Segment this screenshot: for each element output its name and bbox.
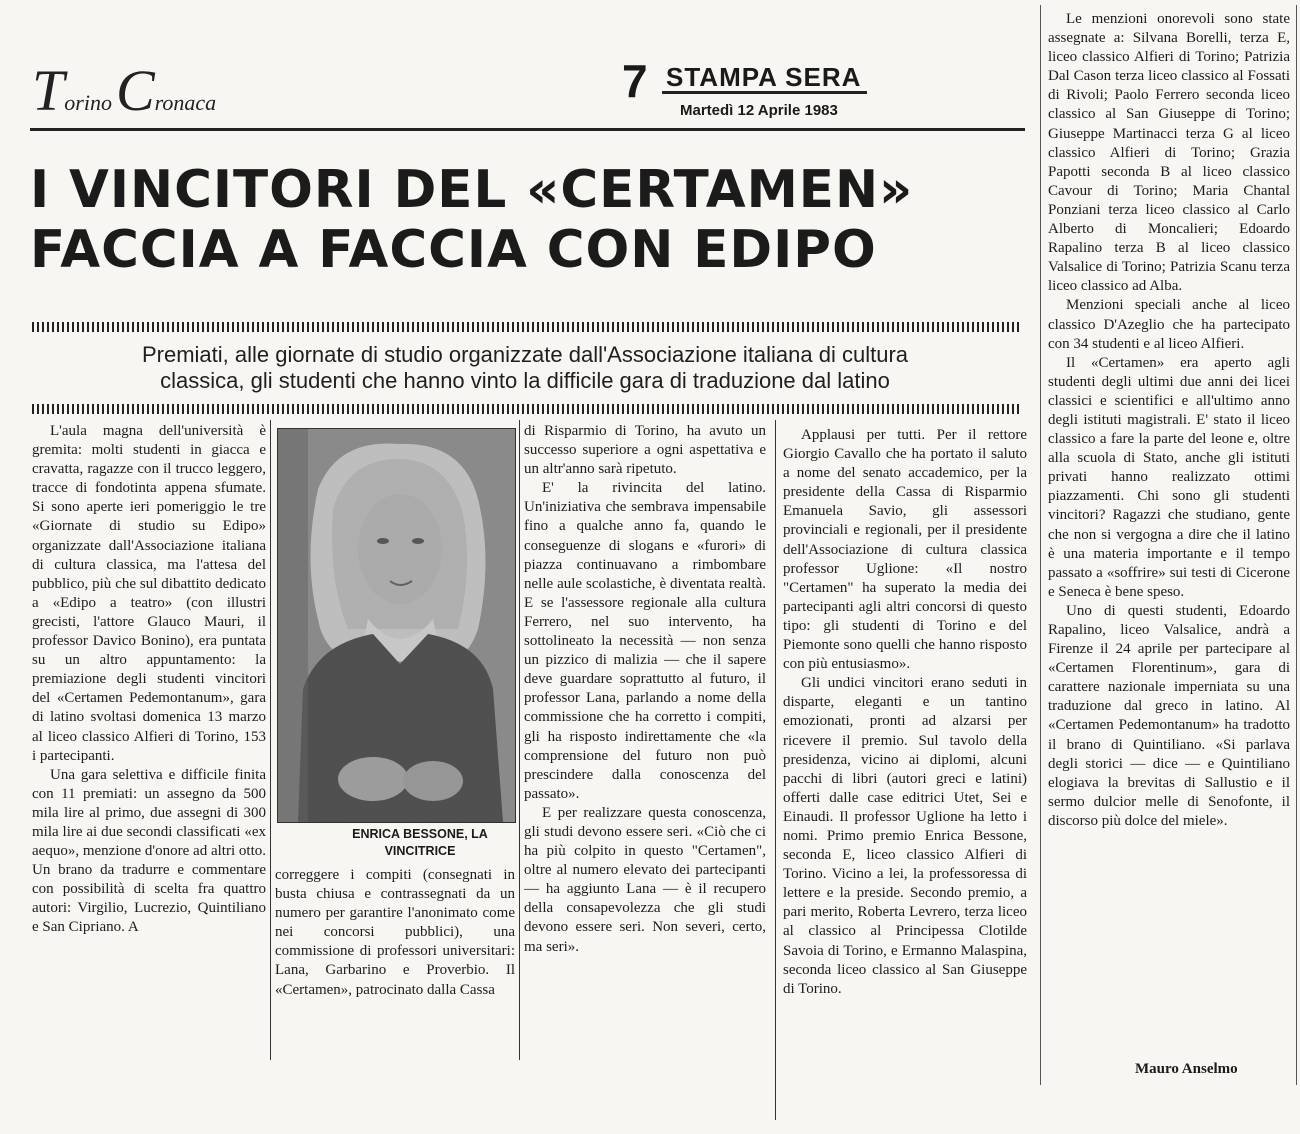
column-divider (270, 420, 271, 1060)
subheadline-line-2: classica, gli studenti che hanno vinto la difficile gara di traduzione dal latino (160, 368, 890, 393)
portrait-photo-image (278, 429, 515, 822)
paragraph: Gli undici vincitori erano seduti in disparte, eleganti e un tantino emozionati, pronti ad alzarsi per ricevere il premio. Sul tavolo della presidenza, vicino ai diplomi, alcuni pacchi di libri (autori greci e latini) offerti dalle case editrici Utet, Sei e Einaudi. Il professor Uglione ha letto i nomi. Primo premio Enrica Bessone, seconda E, liceo classico Alfieri di Torino. Vicino a lei, la professoressa di lettere e la preside. Secondo premio, a pari merito, Roberta Levrero, terza liceo al classico al Principessa Clotilde Savoia di Torino, e Ermanno Malaspina, seconda liceo classico al San Giuseppe di Torino. (783, 675, 1027, 997)
paragraph: Le menzioni onorevoli sono state assegnate a: Silvana Borelli, terza E, liceo classico Alfieri di Torino; Patrizia Dal Cason terza liceo classico al Fossati di Rivoli; Paolo Ferrero seconda liceo classico al San Giuseppe di Torino; Giuseppe Martinacci terza G al liceo classico Alfieri di Torino; Grazia Papotti seconda B al liceo classico Cavour di Torino; Maria Chantal Ponziani terza liceo classico al Carlo Alberto di Moncalieri; Edoardo Rapalino terza B al liceo classico Valsalice di Torino; Patrizia Scanu terza liceo classico ad Alba. (1048, 11, 1290, 295)
hatched-rule-bottom (32, 404, 1022, 414)
column-divider (775, 420, 776, 1120)
article-column-3 (524, 422, 766, 957)
section-initial-c: C (115, 58, 155, 123)
newspaper-name: STAMPA SERA (662, 64, 867, 94)
hatched-rule-top (32, 322, 1022, 332)
article-column-4 (783, 426, 1027, 999)
paragraph: Il «Certamen» era aperto agli studenti degli ultimi due anni dei licei classici e scientifici e all'ultimo anno degli istituti magistrali. E' stato il liceo classico a fare la parte del leone e, oltre alla scuola di Stato, anche gli istituti privati hanno realizzato ottimi piazzamenti. Chi sono gli studenti vincitori? Ragazzi che studiano, gente che non si vergogna a dire che il latino è una materia importante e il tempo passato a «soffrire» sui testi di Cicerone e Seneca è bene speso. (1048, 354, 1290, 600)
page-number: 7 (622, 55, 648, 107)
headline-line-1: I VINCITORI DEL «CERTAMEN» (30, 160, 914, 220)
article-column-1 (32, 422, 266, 938)
headline-line-2: FACCIA A FACCIA CON EDIPO (30, 220, 877, 280)
paragraph: correggere i compiti (consegnati in busta chiusa e contrassegnati da un numero per garantire l'anonimato come nei concorsi pubblici), una commissione di professori universitari: Lana, Garbarino e Proverbio. Il «Certamen», patrocinato dalla Cassa (275, 867, 515, 998)
portrait-photo (277, 428, 516, 823)
section-initial-t: T (32, 58, 65, 123)
photo-caption (320, 826, 520, 860)
paragraph: L'aula magna dell'università è gremita: molti studenti in giacca e cravatta, ragazze con il trucco leggero, tracce di fondotinta appena sfumate. Si sono aperte ieri pomeriggio le tre «Giornate di studio su Edipo» organizzate dall'Associazione italiana di cultura classica, ma l'attesa del pubblico, più che sul dibattito dedicato a «Edipo a teatro» (con illustri grecisti, l'attore Glauco Mauri, il professor Davico Bonino), era puntata su un altro appuntamento: la premiazione degli studenti vincitori del «Certamen Pedemontanum», gara di latino svoltasi domenica 13 marzo al liceo classico Alfieri di Torino, 153 i partecipanti. (32, 423, 266, 764)
masthead-rule (30, 128, 1025, 131)
paragraph: Uno di questi studenti, Edoardo Rapalino, liceo Valsalice, andrà a Firenze il 24 aprile per partecipare al «Certamen Florentinum», gara di carattere nazionale imperniata su una traduzione dal greco in latino. Al «Certamen Pedemontanum» ha tradotto il brano di Quintiliano. «Si parlava degli storici — dice — e Quintiliano elogiava la brevitas di Sallustio e il sermo dulcior melle di Senofonte, il discorso più dolce del miele». (1048, 602, 1290, 829)
section-title (32, 58, 217, 123)
paragraph: di Risparmio di Torino, ha avuto un successo superiore a ogni aspettativa e un altr'anno sarà ripetuto. (524, 423, 766, 478)
section-word-cronaca: ronaca (154, 90, 217, 115)
article-column-5 (1048, 10, 1290, 831)
author-byline: Mauro Anselmo (1135, 1061, 1238, 1077)
column-divider (519, 420, 520, 1060)
subheadline-line-1: Premiati, alle giornate di studio organizzate dall'Associazione italiana di cultura (141, 342, 909, 367)
subheadline (40, 342, 1010, 394)
photo-caption-line-2: VINCITRICE (384, 844, 456, 858)
paragraph: E per realizzare questa conoscenza, gli studi devono essere seri. «Ciò che ci ha più colpito in questo "Certamen", oltre al numero elevato dei partecipanti — ha aggiunto Lana — è il recupero della consapevolezza che gli studi devono essere seri. Non severi, certo, ma seri». (524, 804, 766, 955)
section-word-torino: orino (64, 90, 112, 115)
paragraph: Una gara selettiva e difficile finita con 11 premiati: un assegno da 500 mila lire al primo, due assegni di 300 mila lire ai due secondi classificati «ex aequo», menzione d'onore ad altri otto. Un brano da tradurre e commentare con possibilità di scelta fra quattro autori: Virgilio, Lucrezio, Quintiliano e San Cipriano. A (32, 766, 266, 936)
paragraph: E' la rivincita del latino. Un'iniziativa che sembrava impensabile fino a qualche anno fa, quando le conseguenze di slogans e «furori» di piazza continuavano a rimbombare nelle aule scolastiche, è diventata realtà. E se l'assessore regionale alla cultura Ferrero, nel suo intervento, ha sottolineato la necessità — non senza un pizzico di malizia — che il sapere deve guardare soprattutto al futuro, il professor Lana, parlando a nome della commissione che ha corretto i compiti, gli ha risposto indirettamente che «la comprensione del futuro non può prescindere dalla conoscenza del passato». (524, 480, 766, 802)
headline (30, 160, 1010, 280)
photo-caption-line-1: ENRICA BESSONE, LA (352, 827, 488, 841)
article-column-2 (275, 866, 515, 1000)
issue-date: Martedì 12 Aprile 1983 (680, 102, 838, 119)
paragraph: Menzioni speciali anche al liceo classico D'Azeglio che ha partecipato con 34 studenti e al liceo Alfieri. (1048, 297, 1290, 352)
paragraph: Applausi per tutti. Per il rettore Giorgio Cavallo che ha portato il saluto a nome del senato accademico, per la presidente della Cassa di Risparmio Emanuela Savio, gli assessori provinciali e regionali, per il presidente dell'Associazione di cultura classica professor Uglione: «Il nostro "Certamen" ha superato la media dei partecipanti agli altri concorsi di questo tipo: gli studenti di Torino e del Piemonte sono quelli che hanno risposto con più entusiasmo». (783, 427, 1027, 673)
